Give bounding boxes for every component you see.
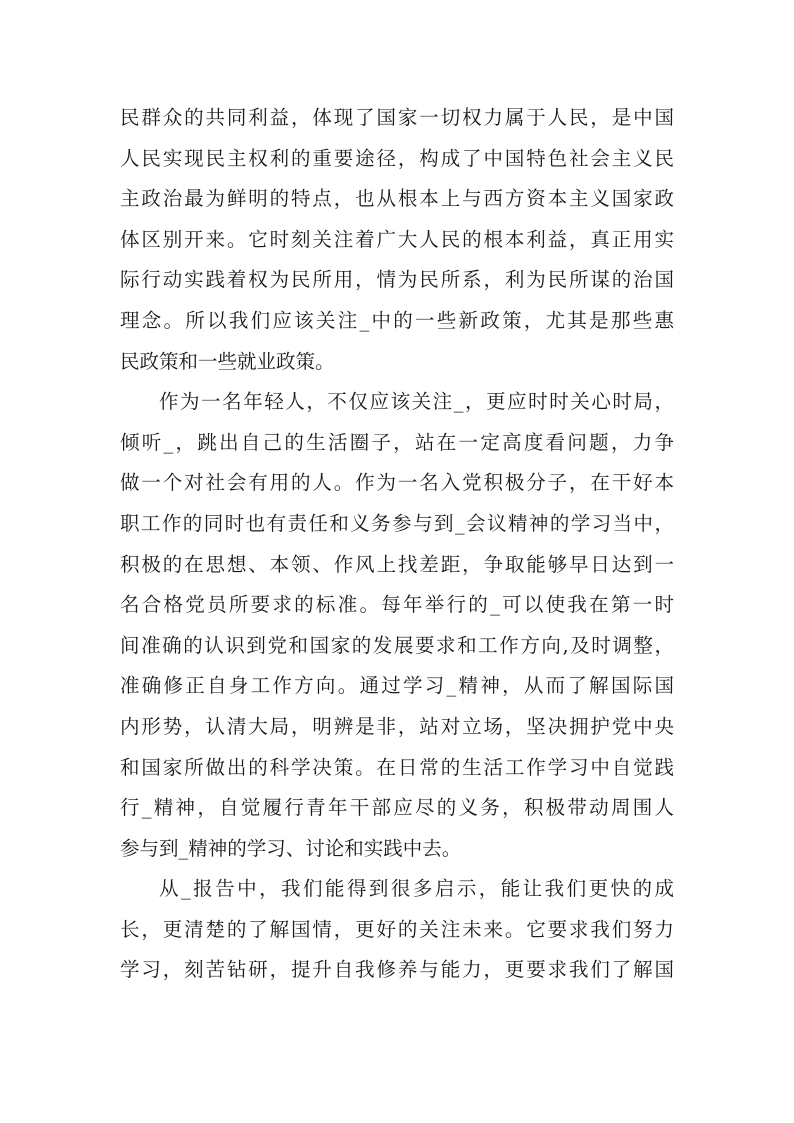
text-line: 间准确的认识到党和国家的发展要求和工作方向,及时调整， [120,633,674,657]
text-line: 民政策和一些就业政策。 [120,349,335,373]
text-line: 长，更清楚的了解国情，更好的关注未来。它要求我们努力 [120,917,674,941]
text-line: 行_精神，自觉履行青年干部应尽的义务，积极带动周围人 [120,796,674,820]
text-line: 职工作的同时也有责任和义务参与到_会议精神的学习当中， [120,511,674,535]
text-line: 倾听_，跳出自己的生活圈子，站在一定高度看问题，力争 [120,430,674,454]
text-line: 名合格党员所要求的标准。每年举行的_可以使我在第一时 [120,593,674,617]
text-line: 作为一名年轻人，不仅应该关注_，更应时时关心时局， [159,390,674,414]
text-line: 准确修正自身工作方向。通过学习_精神，从而了解国际国 [120,674,674,698]
text-line: 积极的在思想、本领、作风上找差距，争取能够早日达到一 [120,552,674,576]
text-line: 理念。所以我们应该关注_中的一些新政策，尤其是那些惠 [120,308,674,332]
paragraph-1 [120,98,674,382]
text-line: 体区别开来。它时刻关注着广大人民的根本利益，真正用实 [120,227,674,251]
text-line: 主政治最为鲜明的特点，也从根本上与西方资本主义国家政 [120,187,674,211]
document-body [120,98,674,991]
text-line: 从_报告中，我们能得到很多启示，能让我们更快的成 [159,877,674,901]
text-line: 和国家所做出的科学决策。在日常的生活工作学习中自觉践 [120,755,674,779]
text-line: 民群众的共同利益，体现了国家一切权力属于人民，是中国 [120,106,674,129]
text-line: 人民实现民主权利的重要途径，构成了中国特色社会主义民 [120,146,674,170]
text-line: 参与到_精神的学习、讨论和实践中去。 [120,836,462,860]
text-line: 学习，刻苦钻研，提升自我修养与能力，更要求我们了解国 [120,958,674,982]
text-line: 际行动实践着权为民所用，情为民所系，利为民所谋的治国 [120,268,674,292]
paragraph-3 [120,869,674,991]
text-line: 内形势，认清大局，明辨是非，站对立场，坚决拥护党中央 [120,714,674,738]
text-line: 做一个对社会有用的人。作为一名入党积极分子，在干好本 [120,471,674,495]
paragraph-2 [120,382,674,869]
